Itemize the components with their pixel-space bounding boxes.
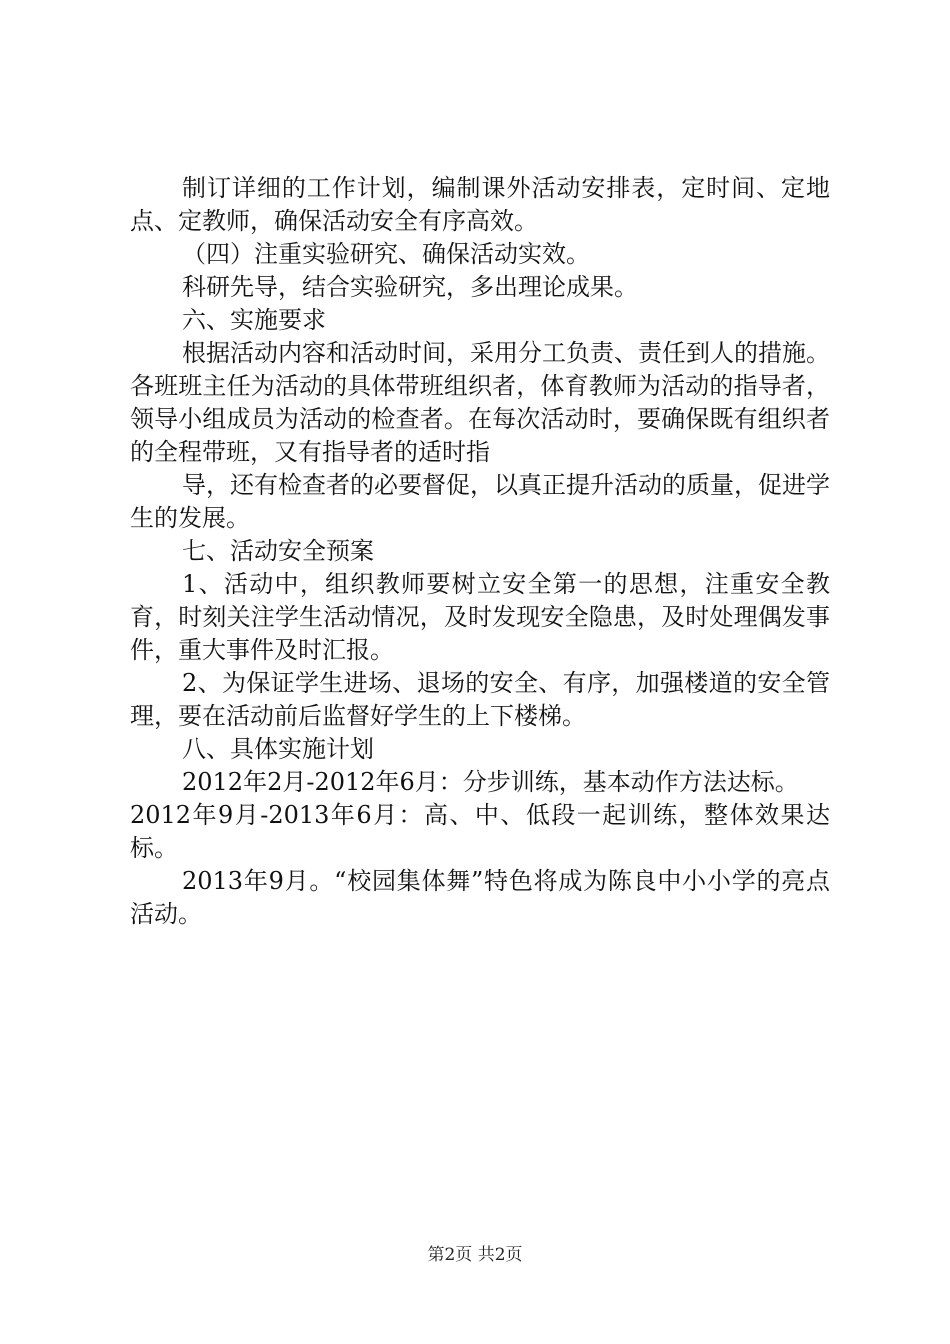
paragraph-work-plan: 制订详细的工作计划，编制课外活动安排表，定时间、定地点、定教师，确保活动安全有序高效。 [130,174,830,235]
section-heading-4: （四）注重实验研究、确保活动实效。 [182,240,590,268]
section-heading-8: 八、具体实施计划 [182,735,374,763]
paragraph-safety-1: 1、活动中，组织教师要树立安全第一的思想，注重安全教育，时刻关注学生活动情况，及时发现安全隐患，及时处理偶发事件，重大事件及时汇报。 [130,570,830,664]
paragraph-requirements: 根据活动内容和活动时间，采用分工负责、责任到人的措施。各班班主任为活动的具体带班组织者，体育教师为活动的指导者，领导小组成员为活动的检查者。在每次活动时，要确保既有组织者的全程带班，又有指导者的适时指 [130,339,830,466]
paragraph-plan-2012-spring: 2012年2月-2012年6月：分步训练，基本动作方法达标。 [182,768,799,796]
document-body [130,172,830,931]
paragraph-plan-2012-fall: 2012年9月-2013年6月：高、中、低段一起训练，整体效果达标。 [130,801,830,862]
paragraph-requirements-cont: 导，还有检查者的必要督促，以真正提升活动的质量，促进学生的发展。 [130,471,830,532]
paragraph-plan-2013: 2013年9月。“校园集体舞”特色将成为陈良中小小学的亮点活动。 [130,867,830,928]
page-number-footer: 第2页 共2页 [427,1245,523,1265]
paragraph-safety-2: 2、为保证学生进场、退场的安全、有序，加强楼道的安全管理，要在活动前后监督好学生的上下楼梯。 [130,669,830,730]
section-heading-7: 七、活动安全预案 [182,537,374,565]
section-heading-6: 六、实施要求 [182,306,326,334]
paragraph-research: 科研先导，结合实验研究，多出理论成果。 [182,273,638,301]
